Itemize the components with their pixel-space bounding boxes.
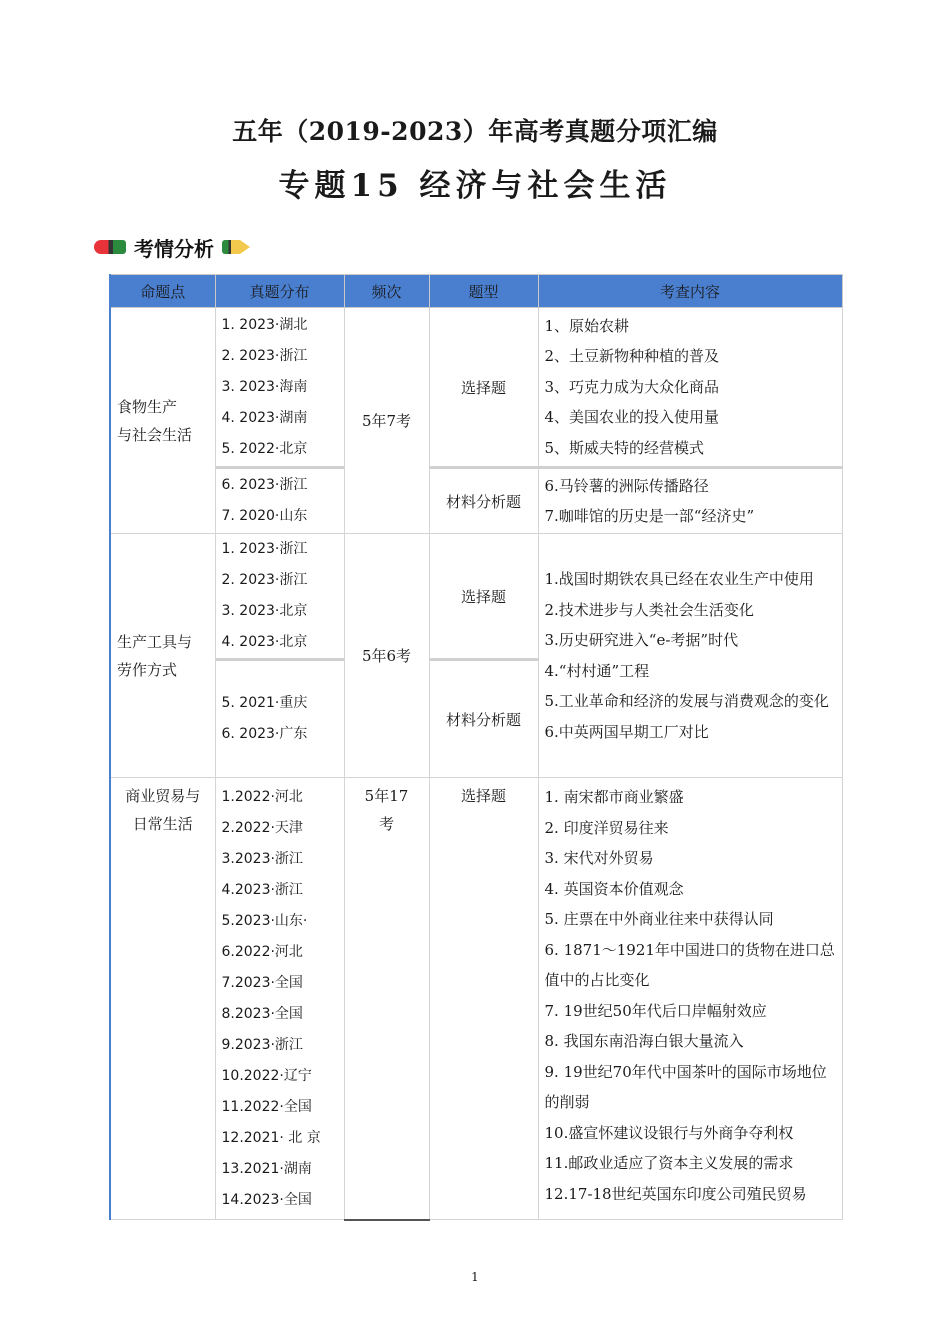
year-item: 12.2021· 北 京 bbox=[221, 1130, 321, 1146]
year-item: 13.2021·湖南 bbox=[221, 1161, 312, 1177]
year-item: 1. 2023·湖北 bbox=[221, 316, 308, 333]
year-item: 11.2022·全国 bbox=[221, 1099, 312, 1115]
year-item: 6. 2023·广东 bbox=[221, 726, 308, 742]
content-item: 7. 19世纪50年代后口岸幅射效应 bbox=[544, 1001, 767, 1020]
year-item: 14.2023·全国 bbox=[221, 1192, 312, 1208]
document-title: 五年（2019-2023）年高考真题分项汇编 bbox=[232, 117, 718, 146]
content-item: 1、原始农耕 bbox=[544, 316, 630, 335]
years-cell bbox=[215, 468, 344, 534]
topic-cell bbox=[110, 778, 215, 1220]
years-cell bbox=[215, 660, 344, 778]
content-item: 6.中英两国早期工厂对比 bbox=[544, 722, 709, 741]
frequency-cell: 5年6考 bbox=[344, 534, 429, 778]
section-title: 考情分析 bbox=[134, 236, 214, 261]
table-row bbox=[110, 308, 842, 468]
content-item: 3.历史研究进入“e-考据”时代 bbox=[544, 631, 739, 649]
frequency-line: 5年17 bbox=[364, 787, 409, 805]
year-item: 6. 2023·浙江 bbox=[221, 477, 308, 493]
type-cell: 材料分析题 bbox=[429, 468, 538, 534]
header-type: 题型 bbox=[429, 275, 538, 308]
content-item: 6.马铃薯的洲际传播路径 bbox=[544, 476, 709, 495]
topic-line: 生产工具与 bbox=[117, 632, 193, 651]
content-item: 5、斯威夫特的经营模式 bbox=[544, 438, 705, 457]
table-row bbox=[110, 534, 842, 660]
topic-line: 食物生产 bbox=[117, 397, 178, 416]
frequency-cell: 5年7考 bbox=[344, 308, 429, 534]
topic-cell bbox=[110, 308, 215, 534]
header-topic: 命题点 bbox=[110, 275, 215, 308]
topic-line: 日常生活 bbox=[132, 815, 193, 833]
type-cell: 材料分析题 bbox=[429, 660, 538, 778]
year-item: 7.2023·全国 bbox=[221, 975, 303, 991]
year-item: 2.2022·天津 bbox=[221, 820, 303, 836]
content-item: 11.邮政业适应了资本主义发展的需求 bbox=[544, 1154, 794, 1172]
table-row bbox=[110, 778, 842, 1220]
year-item: 3.2023·浙江 bbox=[221, 851, 303, 867]
table-row bbox=[110, 468, 842, 534]
topic-line: 与社会生活 bbox=[117, 425, 193, 444]
content-item: 2、土豆新物种种植的普及 bbox=[544, 347, 720, 366]
document-subtitle: 专题15 经济与社会生活 bbox=[278, 168, 672, 204]
content-item: 3、巧克力成为大众化商品 bbox=[544, 377, 720, 396]
page-number: 1 bbox=[471, 1270, 479, 1284]
content-item: 12.17-18世纪英国东印度公司殖民贸易 bbox=[544, 1184, 807, 1203]
year-item: 3. 2023·北京 bbox=[221, 603, 308, 619]
type-cell bbox=[429, 778, 538, 1220]
content-item: 6. 1871～1921年中国进口的货物在进口总值中的占比变化 bbox=[544, 940, 835, 989]
topic-line: 劳作方式 bbox=[117, 660, 178, 679]
section-heading bbox=[94, 234, 222, 260]
year-item: 8.2023·全国 bbox=[221, 1006, 303, 1022]
year-item: 4.2023·浙江 bbox=[221, 882, 303, 898]
year-item: 9.2023·浙江 bbox=[221, 1037, 303, 1053]
header-years: 真题分布 bbox=[215, 275, 344, 308]
year-item: 10.2022·辽宁 bbox=[221, 1068, 312, 1084]
header-content: 考查内容 bbox=[538, 275, 842, 308]
content-item: 5. 庄票在中外商业往来中获得认同 bbox=[544, 910, 774, 928]
year-item: 2. 2023·浙江 bbox=[221, 572, 308, 588]
year-item: 2. 2023·浙江 bbox=[221, 347, 308, 364]
frequency-cell bbox=[344, 778, 429, 1220]
year-item: 7. 2020·山东 bbox=[221, 508, 308, 524]
content-item: 1.战国时期铁农具已经在农业生产中使用 bbox=[544, 570, 814, 588]
content-cell bbox=[538, 778, 842, 1220]
years-cell bbox=[215, 778, 344, 1220]
content-item: 2. 印度洋贸易往来 bbox=[544, 818, 669, 837]
header-frequency: 频次 bbox=[344, 275, 429, 308]
pencil-icon bbox=[94, 240, 126, 254]
content-item: 8. 我国东南沿海白银大量流入 bbox=[544, 1032, 744, 1050]
content-item: 9. 19世纪70年代中国茶叶的国际市场地位的削弱 bbox=[544, 1062, 827, 1111]
year-item: 1. 2023·浙江 bbox=[221, 541, 308, 557]
topic-cell bbox=[110, 534, 215, 778]
content-item: 4.“村村通”工程 bbox=[544, 661, 650, 680]
content-item: 10.盛宣怀建议设银行与外商争夺利权 bbox=[544, 1123, 794, 1142]
year-item: 1.2022·河北 bbox=[221, 789, 303, 805]
year-item: 5.2023·山东· bbox=[221, 913, 308, 929]
content-item: 3. 宋代对外贸易 bbox=[544, 849, 654, 867]
year-item: 5. 2022·北京 bbox=[221, 440, 308, 457]
content-cell bbox=[538, 308, 842, 468]
content-item: 1. 南宋都市商业繁盛 bbox=[544, 788, 684, 806]
analysis-table bbox=[109, 274, 843, 1221]
content-item: 2.技术进步与人类社会生活变化 bbox=[544, 600, 754, 619]
year-item: 4. 2023·北京 bbox=[221, 634, 308, 650]
content-item: 7.咖啡馆的历史是一部“经济史” bbox=[544, 507, 755, 525]
content-item: 5.工业革命和经济的发展与消费观念的变化 bbox=[544, 692, 829, 710]
year-item: 3. 2023·海南 bbox=[221, 378, 308, 395]
content-item: 4、美国农业的投入使用量 bbox=[544, 408, 720, 427]
content-item: 4. 英国资本价值观念 bbox=[544, 879, 684, 898]
years-cell bbox=[215, 308, 344, 468]
content-cell bbox=[538, 534, 842, 778]
type-cell: 选择题 bbox=[429, 534, 538, 660]
year-item: 5. 2021·重庆 bbox=[221, 695, 308, 711]
year-item: 6.2022·河北 bbox=[221, 944, 303, 960]
topic-line: 商业贸易与 bbox=[125, 787, 201, 805]
type-label: 选择题 bbox=[460, 787, 506, 805]
years-cell bbox=[215, 534, 344, 660]
content-cell bbox=[538, 468, 842, 534]
frequency-line: 考 bbox=[378, 815, 394, 833]
type-cell: 选择题 bbox=[429, 308, 538, 468]
table-header-row bbox=[110, 275, 842, 308]
year-item: 4. 2023·湖南 bbox=[221, 409, 308, 426]
